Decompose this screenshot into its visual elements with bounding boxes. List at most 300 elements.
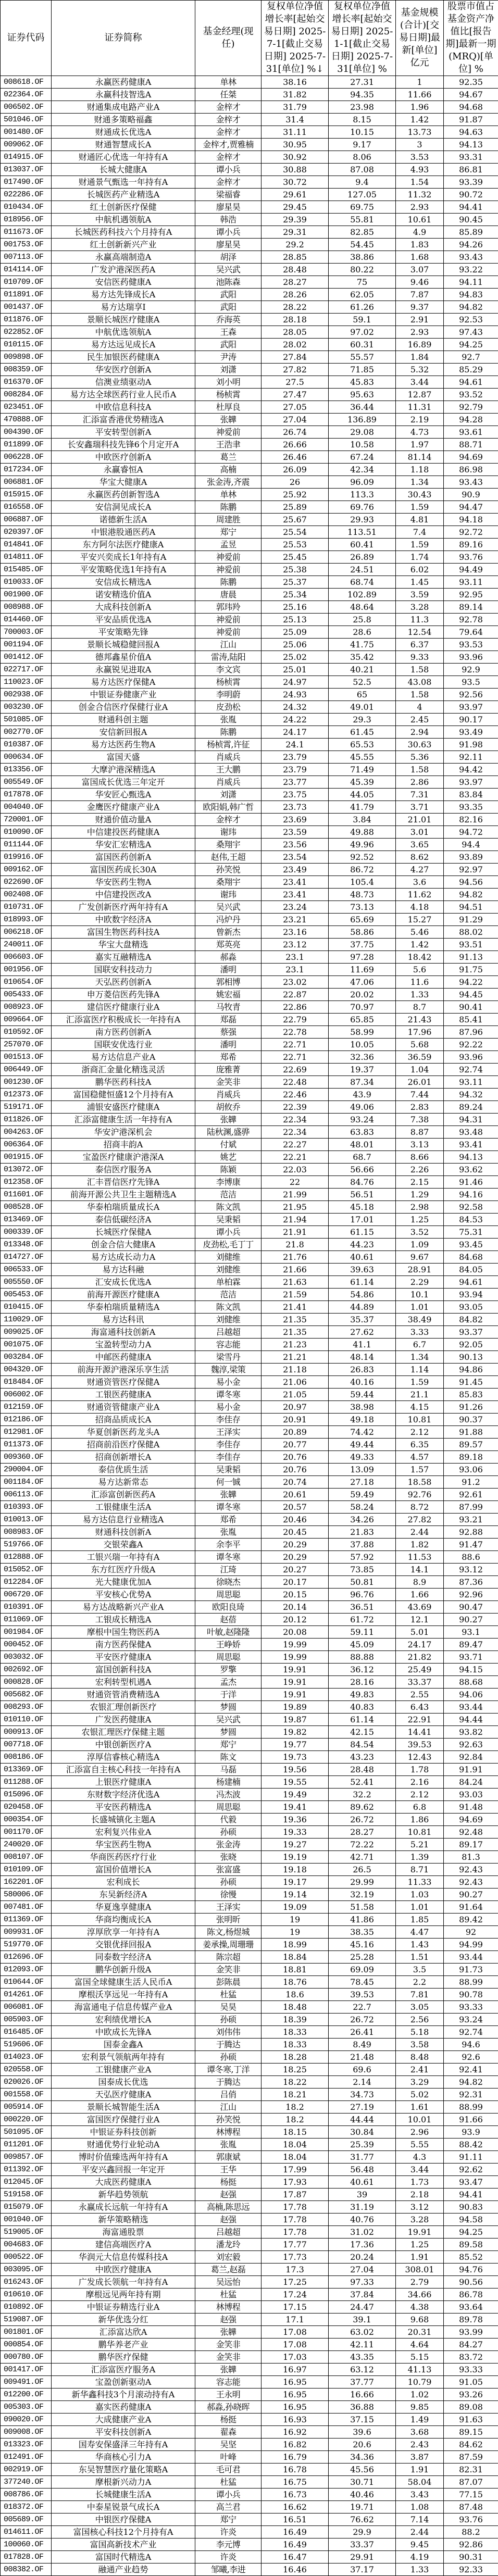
table-row[interactable] (1, 2564, 498, 2576)
cell-code: 005550.OF (1, 1276, 52, 1289)
table-row[interactable] (1, 2176, 498, 2189)
cell-code: 006533.OF (1, 1264, 52, 1276)
table-row[interactable] (1, 351, 498, 364)
cell-name: 同泰数字经济A (52, 1951, 195, 1964)
cell-return-ytd: 54.45 (329, 239, 396, 251)
cell-manager: 单林 (195, 489, 262, 501)
cell-stock-ratio: 91.05 (444, 2376, 498, 2389)
table-row[interactable] (1, 676, 498, 689)
table-row[interactable] (1, 964, 498, 976)
cell-manager: 张韡 (195, 2364, 262, 2376)
cell-stock-ratio: 88.99 (444, 2101, 498, 2114)
table-row[interactable] (1, 951, 498, 964)
table-row[interactable] (1, 776, 498, 789)
cell-stock-ratio: 84.82 (444, 1314, 498, 1326)
cell-manager: 王浩聿 (195, 439, 262, 451)
cell-fund-size: 2.41 (396, 2064, 444, 2076)
table-row[interactable] (1, 2151, 498, 2164)
cell-return-ytd: 76.62 (329, 2514, 396, 2526)
table-row[interactable] (1, 1164, 498, 1176)
cell-stock-ratio: 88.99 (444, 1976, 498, 1989)
cell-code: 004390.OF (1, 426, 52, 439)
cell-stock-ratio: 92.74 (444, 2026, 498, 2039)
table-row[interactable] (1, 1614, 498, 1626)
table-row[interactable] (1, 1751, 498, 1764)
cell-fund-size: 4.3 (396, 2151, 444, 2164)
table-row[interactable] (1, 439, 498, 451)
cell-fund-size: 3.44 (396, 2164, 444, 2176)
table-row[interactable] (1, 1114, 498, 1126)
table-row[interactable] (1, 1851, 498, 1864)
cell-fund-size: 1.96 (396, 101, 444, 114)
cell-fund-size: 1.03 (396, 1889, 444, 1901)
cell-stock-ratio: 82.16 (444, 814, 498, 826)
table-row[interactable] (1, 1401, 498, 1414)
table-row[interactable] (1, 1476, 498, 1489)
cell-name: 长城医药科技六个月持有A (52, 226, 195, 239)
table-row[interactable] (1, 851, 498, 864)
table-row[interactable] (1, 1239, 498, 1251)
cell-stock-ratio: 91.26 (444, 1401, 498, 1414)
cell-return-july: 23.56 (262, 839, 329, 851)
table-row[interactable] (1, 1689, 498, 1701)
table-row[interactable] (1, 139, 498, 151)
cell-return-ytd: 69.09 (329, 1964, 396, 1976)
cell-code: 000339.OF (1, 1226, 52, 1239)
header-stock-ratio[interactable]: 股票市值占基金资产净值比[报告期]最新一期(MRQ)[单位] % (444, 1, 498, 76)
table-row[interactable] (1, 576, 498, 589)
table-row[interactable] (1, 2214, 498, 2226)
cell-name: 前海开源沪港深乐享生活 (52, 1364, 195, 1376)
table-row[interactable] (1, 1951, 498, 1964)
table-row[interactable] (1, 1026, 498, 1039)
table-row[interactable] (1, 364, 498, 376)
cell-manager: 于洋 (195, 1689, 262, 1701)
table-row[interactable] (1, 2539, 498, 2551)
table-row[interactable] (1, 1814, 498, 1826)
table-row[interactable] (1, 1051, 498, 1064)
table-row[interactable] (1, 1076, 498, 1089)
table-row[interactable] (1, 2414, 498, 2426)
table-row[interactable] (1, 1039, 498, 1051)
table-row[interactable] (1, 1151, 498, 1164)
table-row[interactable] (1, 2001, 498, 2014)
table-row[interactable] (1, 601, 498, 614)
table-row[interactable] (1, 2201, 498, 2214)
table-row[interactable] (1, 2076, 498, 2089)
cell-manager: 容志能 (195, 2376, 262, 2389)
table-row[interactable] (1, 539, 498, 551)
cell-stock-ratio: 91.98 (444, 739, 498, 751)
cell-return-ytd: 87.34 (329, 1076, 396, 1089)
table-row[interactable] (1, 1464, 498, 1476)
cell-return-july: 31.82 (262, 89, 329, 101)
table-row[interactable] (1, 289, 498, 301)
table-row[interactable] (1, 2476, 498, 2489)
table-row[interactable] (1, 651, 498, 664)
table-row[interactable] (1, 514, 498, 526)
table-row[interactable] (1, 914, 498, 926)
table-row[interactable] (1, 1414, 498, 1426)
table-row[interactable] (1, 2451, 498, 2464)
table-row[interactable] (1, 1289, 498, 1301)
table-row[interactable] (1, 1351, 498, 1364)
table-row[interactable] (1, 1126, 498, 1139)
cell-stock-ratio: 93.12 (444, 1564, 498, 1576)
table-row[interactable] (1, 401, 498, 414)
table-row[interactable] (1, 2126, 498, 2139)
table-row[interactable] (1, 1501, 498, 1514)
table-row[interactable] (1, 2089, 498, 2101)
table-row[interactable] (1, 1789, 498, 1801)
table-row[interactable] (1, 626, 498, 639)
table-row[interactable] (1, 989, 498, 1001)
cell-name: 工银兴瑞一年持有A (52, 1551, 195, 1564)
table-row[interactable] (1, 1101, 498, 1114)
table-row[interactable] (1, 151, 498, 164)
table-row[interactable] (1, 2551, 498, 2564)
table-row[interactable] (1, 714, 498, 726)
table-row[interactable] (1, 976, 498, 989)
cell-stock-ratio: 89.08 (444, 2401, 498, 2414)
table-row[interactable] (1, 1301, 498, 1314)
table-row[interactable] (1, 1014, 498, 1026)
cell-code: 008618.OF (1, 76, 52, 89)
cell-code: 015915.OF (1, 489, 52, 501)
cell-return-july: 23.54 (262, 851, 329, 864)
table-row[interactable] (1, 1676, 498, 1689)
table-row[interactable] (1, 1889, 498, 1901)
table-row[interactable] (1, 1526, 498, 1539)
table-row[interactable] (1, 726, 498, 739)
table-row[interactable] (1, 2301, 498, 2314)
table-row[interactable] (1, 1664, 498, 1676)
table-row[interactable] (1, 1989, 498, 2001)
cell-fund-size: 12.54 (396, 626, 444, 639)
table-row[interactable] (1, 1264, 498, 1276)
table-row[interactable] (1, 2401, 498, 2414)
cell-name: 富国全球健康生活人民币A (52, 1976, 195, 1989)
table-row[interactable] (1, 339, 498, 351)
table-row[interactable] (1, 1251, 498, 1264)
table-row[interactable] (1, 876, 498, 889)
table-row[interactable] (1, 2189, 498, 2201)
table-row[interactable] (1, 2364, 498, 2376)
table-row[interactable] (1, 1089, 498, 1101)
table-row[interactable] (1, 814, 498, 826)
table-row[interactable] (1, 1214, 498, 1226)
table-row[interactable] (1, 2389, 498, 2401)
table-row[interactable] (1, 301, 498, 314)
table-row[interactable] (1, 2114, 498, 2126)
table-row[interactable] (1, 614, 498, 626)
header-manager[interactable]: 基金经理(现任) (195, 1, 262, 76)
table-row[interactable] (1, 176, 498, 189)
cell-return-ytd: 26.72 (329, 2014, 396, 2026)
table-row[interactable] (1, 101, 498, 114)
table-row[interactable] (1, 126, 498, 139)
cell-code: 012045.OF (1, 2176, 52, 2189)
table-row[interactable] (1, 1801, 498, 1814)
table-row[interactable] (1, 1839, 498, 1851)
cell-return-ytd: 16.66 (329, 2389, 396, 2401)
table-row[interactable] (1, 476, 498, 489)
cell-name: 中欧医疗健康A (52, 2264, 195, 2276)
table-row[interactable] (1, 2101, 498, 2114)
cell-name: 工银健康产业A (52, 2064, 195, 2076)
table-row[interactable] (1, 2464, 498, 2476)
table-row[interactable] (1, 2226, 498, 2239)
cell-return-july: 18.2 (262, 2101, 329, 2114)
cell-code: 006228.OF (1, 451, 52, 464)
table-row[interactable] (1, 2339, 498, 2351)
table-row[interactable] (1, 1376, 498, 1389)
cell-return-ytd: 41.79 (329, 801, 396, 814)
cell-manager: 肖威兵 (195, 776, 262, 789)
table-row[interactable] (1, 164, 498, 176)
header-fund-size[interactable]: 基金规模(合计)[交易日期]最新[单位]亿元 (396, 1, 444, 76)
cell-name: 红土创新医疗保健 (52, 201, 195, 214)
table-row[interactable] (1, 1576, 498, 1589)
cell-manager: 单柏霖 (195, 1276, 262, 1289)
cell-fund-size: 2.93 (396, 326, 444, 339)
cell-stock-ratio: 94.16 (444, 1189, 498, 1201)
table-row[interactable] (1, 701, 498, 714)
table-row[interactable] (1, 1739, 498, 1751)
cell-return-july: 20.29 (262, 1539, 329, 1551)
table-row[interactable] (1, 1439, 498, 1451)
cell-code: 010033.OF (1, 576, 52, 589)
header-return-july[interactable]: 复权单位净值增长率[起始交易日期] 2025-7-1[截止交易日期] 2025-7-31[单位] %↓ (262, 1, 329, 76)
table-row[interactable] (1, 1564, 498, 1576)
table-row[interactable] (1, 2326, 498, 2339)
table-row[interactable] (1, 1551, 498, 1564)
table-row[interactable] (1, 551, 498, 564)
cell-manager: 陈鹏 (195, 726, 262, 739)
cell-stock-ratio: 86.78 (444, 2289, 498, 2301)
cell-return-ytd: 48.73 (329, 889, 396, 901)
table-row[interactable] (1, 639, 498, 651)
table-row[interactable] (1, 2276, 498, 2289)
cell-stock-ratio: 77.15 (444, 2489, 498, 2501)
table-row[interactable] (1, 1326, 498, 1339)
table-row[interactable] (1, 564, 498, 576)
table-row[interactable] (1, 264, 498, 276)
table-row[interactable] (1, 2514, 498, 2526)
cell-stock-ratio: 93.52 (444, 389, 498, 401)
cell-return-ytd: 59.44 (329, 1389, 396, 1401)
table-row[interactable] (1, 1514, 498, 1526)
cell-stock-ratio: 92.35 (444, 76, 498, 89)
cell-fund-size: 38.49 (396, 1314, 444, 1326)
table-row[interactable] (1, 226, 498, 239)
table-row[interactable] (1, 376, 498, 389)
cell-manager: 谭冬寒 (195, 1501, 262, 1514)
table-row[interactable] (1, 864, 498, 876)
table-row[interactable] (1, 2164, 498, 2176)
table-row[interactable] (1, 426, 498, 439)
cell-name: 浙商汇金量化精选灵活 (52, 1064, 195, 1076)
cell-stock-ratio: 93.53 (444, 639, 498, 651)
table-row[interactable] (1, 2439, 498, 2451)
table-row[interactable] (1, 939, 498, 951)
header-return-ytd[interactable]: 复权单位净值增长率[起始交易日期] 2025-1-1[截止交易日期] 2025-7-31[单位] % (329, 1, 396, 76)
table-row[interactable] (1, 1451, 498, 1464)
table-row[interactable] (1, 2039, 498, 2051)
table-row[interactable] (1, 1589, 498, 1601)
table-row[interactable] (1, 1601, 498, 1614)
cell-fund-size: 3.28 (396, 2214, 444, 2226)
cell-stock-ratio: 92.05 (444, 1339, 498, 1351)
cell-stock-ratio: 93.97 (444, 776, 498, 789)
table-row[interactable] (1, 1914, 498, 1926)
table-row[interactable] (1, 1139, 498, 1151)
table-row[interactable] (1, 826, 498, 839)
table-row[interactable] (1, 389, 498, 401)
table-row[interactable] (1, 1864, 498, 1876)
table-row[interactable] (1, 739, 498, 751)
table-row[interactable] (1, 764, 498, 776)
table-row[interactable] (1, 239, 498, 251)
cell-name: 农银汇理医疗保健主题 (52, 1726, 195, 1739)
table-row[interactable] (1, 926, 498, 939)
table-row[interactable] (1, 314, 498, 326)
table-row[interactable] (1, 2376, 498, 2389)
cell-stock-ratio: 89.16 (444, 539, 498, 551)
cell-manager: 高楠,陈思远 (195, 2201, 262, 2214)
table-row[interactable] (1, 889, 498, 901)
cell-name: 国联安科技动力 (52, 964, 195, 976)
table-row[interactable] (1, 2426, 498, 2439)
table-row[interactable] (1, 1964, 498, 1976)
table-row[interactable] (1, 1726, 498, 1739)
table-row[interactable] (1, 114, 498, 126)
table-row[interactable] (1, 1901, 498, 1914)
table-row[interactable] (1, 2489, 498, 2501)
table-row[interactable] (1, 2139, 498, 2151)
cell-return-july: 22.69 (262, 1064, 329, 1076)
table-row[interactable] (1, 1539, 498, 1551)
cell-return-ytd: 40.21 (329, 664, 396, 676)
table-row[interactable] (1, 1764, 498, 1776)
cell-return-ytd: 58.24 (329, 1501, 396, 1514)
table-row[interactable] (1, 1314, 498, 1326)
table-row[interactable] (1, 2264, 498, 2276)
table-row[interactable] (1, 2289, 498, 2301)
table-row[interactable] (1, 1651, 498, 1664)
table-row[interactable] (1, 1976, 498, 1989)
table-row[interactable] (1, 2026, 498, 2039)
table-row[interactable] (1, 1426, 498, 1439)
table-row[interactable] (1, 414, 498, 426)
table-row[interactable] (1, 451, 498, 464)
cell-fund-size: 8.72 (396, 1501, 444, 1514)
table-row[interactable] (1, 1926, 498, 1939)
table-row[interactable] (1, 1364, 498, 1376)
table-row[interactable] (1, 2251, 498, 2264)
table-row[interactable] (1, 214, 498, 226)
table-row[interactable] (1, 2064, 498, 2076)
table-row[interactable] (1, 1626, 498, 1639)
table-row[interactable] (1, 1701, 498, 1714)
table-row[interactable] (1, 326, 498, 339)
table-row[interactable] (1, 2014, 498, 2026)
table-row[interactable] (1, 526, 498, 539)
table-row[interactable] (1, 1489, 498, 1501)
table-row[interactable] (1, 1176, 498, 1189)
cell-stock-ratio: 89.57 (444, 1439, 498, 1451)
table-row[interactable] (1, 1714, 498, 1726)
table-row[interactable] (1, 189, 498, 201)
table-row[interactable] (1, 251, 498, 264)
table-row[interactable] (1, 1826, 498, 1839)
table-row[interactable] (1, 589, 498, 601)
cell-name: 宏利复兴伟业A (52, 1826, 195, 1839)
table-row[interactable] (1, 464, 498, 476)
cell-fund-size: 26.01 (396, 1076, 444, 1089)
cell-name: 中欧数字经济A (52, 914, 195, 926)
table-row[interactable] (1, 839, 498, 851)
cell-return-july: 19.27 (262, 1839, 329, 1851)
table-row[interactable] (1, 1276, 498, 1289)
table-row[interactable] (1, 2501, 498, 2514)
table-row[interactable] (1, 1776, 498, 1789)
header-name[interactable]: 证券简称 (52, 1, 195, 76)
table-row[interactable] (1, 789, 498, 801)
cell-return-ytd: 28.6 (329, 626, 396, 639)
table-row[interactable] (1, 1939, 498, 1951)
header-row (1, 1, 498, 76)
table-row[interactable] (1, 1189, 498, 1201)
cell-return-ytd: 24.51 (329, 564, 396, 576)
cell-manager: 葛兰 (195, 451, 262, 464)
cell-manager: 潘龙玲 (195, 2239, 262, 2251)
table-row[interactable] (1, 76, 498, 89)
table-row[interactable] (1, 1201, 498, 1214)
table-row[interactable] (1, 664, 498, 676)
table-row[interactable] (1, 1389, 498, 1401)
table-row[interactable] (1, 689, 498, 701)
table-row[interactable] (1, 1339, 498, 1351)
cell-return-july: 23.12 (262, 939, 329, 951)
cell-fund-size: 6.35 (396, 1439, 444, 1451)
cell-manager: 金梓才 (195, 176, 262, 189)
table-row[interactable] (1, 801, 498, 814)
table-row[interactable] (1, 1064, 498, 1076)
table-row[interactable] (1, 901, 498, 914)
table-row[interactable] (1, 751, 498, 764)
table-row[interactable] (1, 1876, 498, 1889)
table-row[interactable] (1, 2051, 498, 2064)
cell-return-july: 25.13 (262, 614, 329, 626)
table-row[interactable] (1, 1001, 498, 1014)
cell-return-july: 27.47 (262, 389, 329, 401)
cell-manager: 郝淼 (195, 951, 262, 964)
table-row[interactable] (1, 2314, 498, 2326)
cell-name: 宝盈创新驱动A (52, 2376, 195, 2389)
table-row[interactable] (1, 89, 498, 101)
table-row[interactable] (1, 2239, 498, 2251)
table-row[interactable] (1, 201, 498, 214)
table-row[interactable] (1, 2351, 498, 2364)
table-row[interactable] (1, 276, 498, 289)
table-row[interactable] (1, 489, 498, 501)
table-row[interactable] (1, 1226, 498, 1239)
table-row[interactable] (1, 1639, 498, 1651)
table-row[interactable] (1, 501, 498, 514)
table-row[interactable] (1, 2526, 498, 2539)
header-code[interactable]: 证券代码 (1, 1, 52, 76)
